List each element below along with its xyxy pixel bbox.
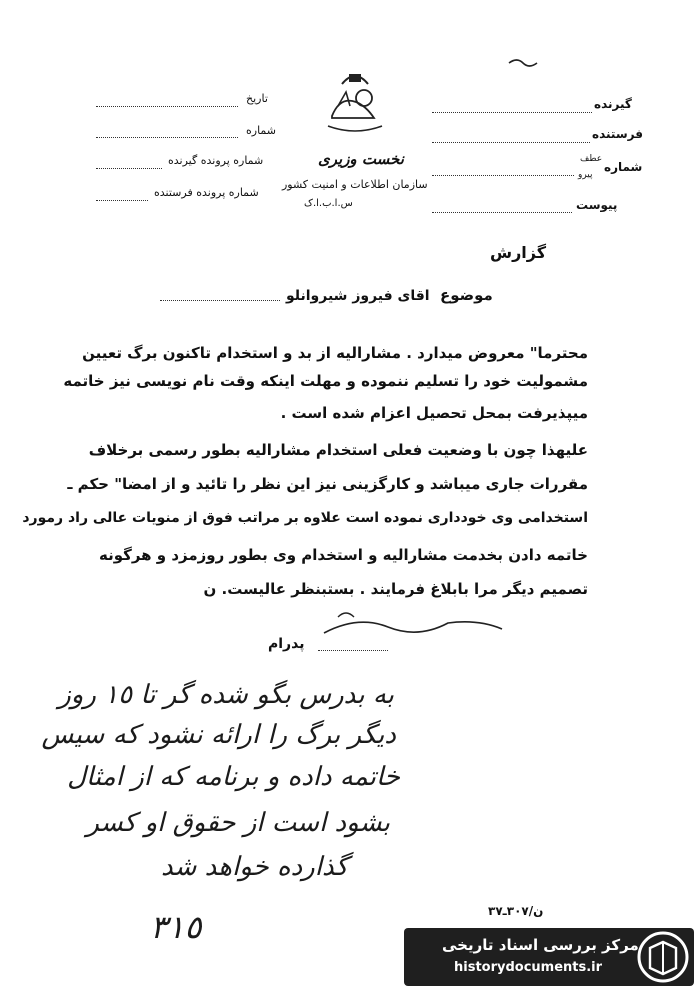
date-label: تاریخ bbox=[246, 92, 268, 105]
sender-file-line bbox=[96, 200, 148, 201]
report-title: گزارش bbox=[490, 243, 547, 262]
number-right-line bbox=[96, 137, 238, 138]
receiver-label: گیرنده bbox=[594, 97, 632, 111]
annotation-line-5: گذارده خواهد شد bbox=[160, 852, 348, 882]
signatory-name: پدرام bbox=[268, 636, 305, 652]
annotation-line-4: بشود است از حقوق او کسر bbox=[86, 808, 390, 838]
form-code: س.ا.ب.ا.ک bbox=[304, 198, 353, 209]
sender-line bbox=[432, 142, 590, 143]
follow-label: عطف bbox=[580, 154, 603, 164]
attachment-line bbox=[432, 212, 572, 213]
receiver-file-line bbox=[96, 168, 162, 169]
annotation-line-1: به بدرس بگو شده گر تا ١٥ روز bbox=[58, 680, 394, 710]
report-line-3: میپذیرفت بمحل تحصیل اعزام شده است . bbox=[280, 404, 588, 422]
date-line bbox=[96, 106, 238, 107]
attachment-label: پیوست bbox=[576, 198, 618, 212]
sender-file-label: شماره پرونده فرستنده bbox=[154, 186, 259, 199]
receiver-line bbox=[432, 112, 592, 113]
report-line-7: خاتمه دادن بخدمت مشارالیه و استخدام وی بطور روزمزد و هرگونه bbox=[98, 546, 588, 564]
report-line-6: استخدامی وی خودداری نموده است علاوه بر مراتب فوق از منویات عالی راد رمورد bbox=[22, 510, 588, 526]
top-mark-icon bbox=[505, 55, 545, 69]
subject-line bbox=[160, 300, 280, 301]
archive-reference: ن/٣٠٧ـ٣٧ bbox=[488, 904, 544, 918]
report-line-8: تصمیم دیگر مرا بابلاغ فرمایند . بستبنظر عالیست. ن bbox=[203, 580, 588, 598]
pirou-label: پیرو bbox=[578, 170, 593, 180]
signature-scribble-icon bbox=[318, 605, 508, 645]
lion-and-sun-emblem-icon bbox=[322, 66, 388, 136]
report-line-1: محترما" معروض میدارد . مشارالیه از بد و استخدام تاکنون برگ تعیین bbox=[82, 344, 588, 362]
watermark-site: historydocuments.ir bbox=[454, 960, 603, 975]
organization-name: سازمان اطلاعات و امنیت کشور bbox=[282, 178, 428, 191]
number-line bbox=[432, 175, 574, 176]
receiver-file-label: شماره پرونده گیرنده bbox=[168, 154, 264, 167]
subject-value: اقای فیروز شیروانلو bbox=[286, 288, 430, 304]
watermark-title: مرکز بررسی اسناد تاریخی bbox=[442, 936, 639, 954]
report-line-2: مشمولیت خود را تسلیم ننموده و مهلت اینکه وقت نام نویسی نیز خاتمه bbox=[63, 372, 588, 390]
number-right-label: شماره bbox=[246, 124, 277, 137]
annotation-line-3: خاتمه داده و برنامه که از امثال bbox=[67, 762, 400, 792]
report-line-4: علیهذا چون با وضعیت فعلی استخدام مشارالیه بطور رسمی برخلاف bbox=[88, 441, 588, 459]
archive-logo-icon bbox=[636, 930, 690, 984]
number-label: شماره bbox=[604, 160, 643, 174]
sender-label: فرستنده bbox=[592, 127, 643, 141]
report-line-5: مقررات جاری میباشد و کارگزینی نیز این نظر را تائید و از امضا" حکم ـ bbox=[67, 475, 588, 493]
annotation-number: ٣١٥ bbox=[150, 908, 202, 946]
ministry-title: نخست وزیری bbox=[318, 150, 404, 168]
annotation-line-2: دیگر برگ را ارائه نشود که سیس bbox=[41, 720, 396, 750]
signature-line bbox=[318, 650, 388, 651]
subject-label: موضوع bbox=[440, 286, 493, 304]
